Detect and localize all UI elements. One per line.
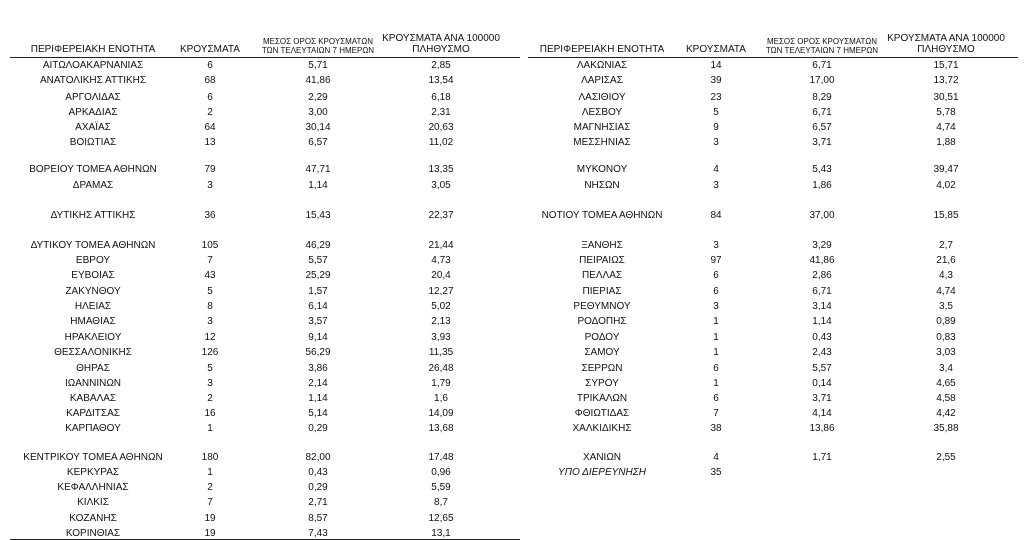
left-per100k-cell: 2,13: [431, 316, 451, 327]
left-region-cell: ΑΧΑΪΑΣ: [75, 122, 111, 133]
left-cases-cell: 19: [204, 528, 216, 539]
left-per100k-cell: 2,31: [431, 107, 451, 118]
left-per100k-cell: 17,48: [428, 452, 454, 463]
right-region-cell: ΜΑΓΝΗΣΙΑΣ: [573, 122, 631, 133]
left-cases-cell: 16: [204, 408, 216, 419]
left-avg-cell: 41,86: [305, 75, 331, 86]
left-avg-cell: 56,29: [305, 347, 331, 358]
right-per100k-cell: 1,88: [936, 137, 956, 148]
right-cases-cell: 3: [713, 240, 719, 251]
right-cases-cell: 5: [713, 107, 719, 118]
left-avg-cell: 3,57: [308, 316, 328, 327]
left-region-cell: ΔΥΤΙΚΟΥ ΤΟΜΕΑ ΑΘΗΝΩΝ: [30, 240, 156, 251]
left-per100k-cell: 5,02: [431, 301, 451, 312]
right-region-cell: ΜΥΚΟΝΟΥ: [576, 164, 628, 175]
left-region-cell: ΘΕΣΣΑΛΟΝΙΚΗΣ: [54, 347, 132, 358]
right-region-cell: ΛΑΡΙΣΑΣ: [581, 75, 623, 86]
left-avg-cell: 25,29: [305, 270, 331, 281]
right-cases-cell: 39: [710, 75, 722, 86]
right-per100k-cell: 4,74: [936, 286, 956, 297]
right-per100k-cell: 4,3: [939, 270, 953, 281]
left-region-cell: ΑΝΑΤΟΛΙΚΗΣ ΑΤΤΙΚΗΣ: [39, 75, 147, 86]
right-region-cell: ΠΕΙΡΑΙΩΣ: [579, 255, 625, 266]
right-region-cell: ΤΡΙΚΑΛΩΝ: [576, 393, 628, 404]
left-cases-cell: 8: [207, 301, 213, 312]
left-cases-cell: 126: [201, 347, 219, 358]
left-per100k-cell: 6,18: [431, 92, 451, 103]
right-cases-cell: 6: [713, 286, 719, 297]
left-avg-cell: 7,43: [308, 528, 328, 539]
right-per100k-cell: 0,83: [936, 332, 956, 343]
left-cases-cell: 7: [207, 497, 213, 508]
right-avg-cell: 3,14: [812, 301, 832, 312]
right-cases-cell: 23: [710, 92, 722, 103]
left-region-cell: ΚΕΡΚΥΡΑΣ: [66, 467, 120, 478]
left-avg-cell: 0,29: [308, 482, 328, 493]
left-avg-cell: 47,71: [305, 164, 331, 175]
left-avg-cell: 30,14: [305, 122, 331, 133]
left-per100k-cell: 20,4: [431, 270, 451, 281]
left-per100k-cell: 12,65: [428, 513, 454, 524]
left-per100k-cell: 20,63: [428, 122, 454, 133]
left-header-avg: ΜΕΣΟΣ ΟΡΟΣ ΚΡΟΥΣΜΑΤΩΝ ΤΩΝ ΤΕΛΕΥΤΑΙΩΝ 7 ΗΜΕΡΩΝ: [261, 37, 375, 55]
left-cases-cell: 79: [204, 164, 216, 175]
left-cases-cell: 7: [207, 255, 213, 266]
right-per100k-cell: 3,03: [936, 347, 956, 358]
left-region-cell: ΗΜΑΘΙΑΣ: [70, 316, 116, 327]
right-cases-cell: 6: [713, 363, 719, 374]
left-region-cell: ΑΡΓΟΛΙΔΑΣ: [65, 92, 121, 103]
left-per100k-cell: 13,68: [428, 423, 454, 434]
right-cases-cell: 35: [710, 467, 722, 478]
left-cases-cell: 105: [201, 240, 219, 251]
left-avg-cell: 1,14: [308, 393, 328, 404]
left-avg-cell: 2,29: [308, 92, 328, 103]
right-avg-cell: 0,14: [812, 378, 832, 389]
right-per100k-cell: 30,51: [933, 92, 959, 103]
left-avg-cell: 5,14: [308, 408, 328, 419]
right-avg-cell: 3,29: [812, 240, 832, 251]
right-avg-cell: 6,57: [812, 122, 832, 133]
left-avg-cell: 15,43: [305, 210, 331, 221]
right-cases-cell: 1: [713, 332, 719, 343]
right-header-per100k: ΚΡΟΥΣΜΑΤΑ ΑΝΑ 100000 ΠΛΗΘΥΣΜΟ: [887, 33, 1005, 55]
right-avg-cell: 8,29: [812, 92, 832, 103]
left-cases-cell: 180: [201, 452, 219, 463]
left-avg-cell: 6,57: [308, 137, 328, 148]
right-region-cell: ΡΟΔΟΠΗΣ: [577, 316, 627, 327]
right-region-cell: ΛΑΚΩΝΙΑΣ: [576, 60, 628, 71]
left-per100k-cell: 26,48: [428, 363, 454, 374]
left-region-cell: ΕΒΡΟΥ: [75, 255, 111, 266]
right-avg-cell: 37,00: [809, 210, 835, 221]
right-avg-cell: 1,86: [812, 180, 832, 191]
left-region-cell: ΚΟΡΙΝΘΙΑΣ: [65, 528, 121, 539]
right-region-cell: ΠΙΕΡΙΑΣ: [582, 286, 622, 297]
right-region-cell: ΧΑΛΚΙΔΙΚΗΣ: [572, 423, 632, 434]
left-per100k-cell: 3,05: [431, 180, 451, 191]
right-region-cell: ΠΕΛΛΑΣ: [581, 270, 623, 281]
left-cases-cell: 5: [207, 363, 213, 374]
left-region-cell: ΗΛΕΙΑΣ: [74, 301, 112, 312]
left-avg-cell: 82,00: [305, 452, 331, 463]
right-avg-cell: 3,71: [812, 137, 832, 148]
left-per100k-cell: 0,96: [431, 467, 451, 478]
right-region-cell: ΝΗΣΩΝ: [584, 180, 620, 191]
right-per100k-cell: 3,4: [939, 363, 953, 374]
right-region-cell: ΝΟΤΙΟΥ ΤΟΜΕΑ ΑΘΗΝΩΝ: [541, 210, 663, 221]
left-region-cell: ΔΥΤΙΚΗΣ ΑΤΤΙΚΗΣ: [50, 210, 136, 221]
right-avg-cell: 4,14: [812, 408, 832, 419]
left-avg-cell: 0,29: [308, 423, 328, 434]
left-cases-cell: 5: [207, 286, 213, 297]
left-avg-cell: 3,86: [308, 363, 328, 374]
left-avg-cell: 9,14: [308, 332, 328, 343]
right-per100k-cell: 3,5: [939, 301, 953, 312]
left-avg-cell: 5,57: [308, 255, 328, 266]
left-cases-cell: 68: [204, 75, 216, 86]
left-header-rule: [10, 57, 520, 58]
right-avg-cell: 6,71: [812, 286, 832, 297]
right-per100k-cell: 4,74: [936, 122, 956, 133]
right-avg-cell: 2,86: [812, 270, 832, 281]
left-per100k-cell: 8,7: [434, 497, 448, 508]
left-region-cell: ΚΑΒΑΛΑΣ: [69, 393, 117, 404]
left-region-cell: ΕΥΒΟΙΑΣ: [71, 270, 115, 281]
left-header-per100k: ΚΡΟΥΣΜΑΤΑ ΑΝΑ 100000 ΠΛΗΘΥΣΜΟ: [382, 33, 500, 55]
left-cases-cell: 3: [207, 180, 213, 191]
left-region-cell: ΖΑΚΥΝΘΟΥ: [65, 286, 121, 297]
right-avg-cell: 3,71: [812, 393, 832, 404]
left-cases-cell: 1: [207, 467, 213, 478]
right-per100k-cell: 35,88: [933, 423, 959, 434]
right-per100k-cell: 4,42: [936, 408, 956, 419]
left-cases-cell: 36: [204, 210, 216, 221]
left-per100k-cell: 3,93: [431, 332, 451, 343]
right-cases-cell: 97: [710, 255, 722, 266]
right-per100k-cell: 2,55: [936, 452, 956, 463]
right-cases-cell: 3: [713, 137, 719, 148]
right-avg-cell: 6,71: [812, 60, 832, 71]
right-cases-cell: 9: [713, 122, 719, 133]
left-per100k-cell: 1,6: [434, 393, 448, 404]
left-avg-cell: 8,57: [308, 513, 328, 524]
right-per100k-cell: 4,02: [936, 180, 956, 191]
right-avg-cell: 1,71: [812, 452, 832, 463]
left-region-cell: ΚΑΡΔΙΤΣΑΣ: [66, 408, 120, 419]
left-avg-cell: 1,14: [308, 180, 328, 191]
left-cases-cell: 3: [207, 316, 213, 327]
right-per100k-cell: 15,71: [933, 60, 959, 71]
right-cases-cell: 38: [710, 423, 722, 434]
right-per100k-cell: 21,6: [936, 255, 956, 266]
left-cases-cell: 1: [207, 423, 213, 434]
left-region-cell: ΒΟΙΩΤΙΑΣ: [69, 137, 117, 148]
left-cases-cell: 6: [207, 92, 213, 103]
left-per100k-cell: 2,85: [431, 60, 451, 71]
right-cases-cell: 7: [713, 408, 719, 419]
right-region-cell: ΣΥΡΟΥ: [585, 378, 619, 389]
right-cases-cell: 3: [713, 180, 719, 191]
right-header-avg: ΜΕΣΟΣ ΟΡΟΣ ΚΡΟΥΣΜΑΤΩΝ ΤΩΝ ΤΕΛΕΥΤΑΙΩΝ 7 ΗΜΕΡΩΝ: [765, 37, 879, 55]
right-region-cell: ΡΟΔΟΥ: [584, 332, 620, 343]
left-header-cases: ΚΡΟΥΣΜΑΤΑ: [180, 44, 240, 55]
left-avg-cell: 2,71: [308, 497, 328, 508]
left-per100k-cell: 22,37: [428, 210, 454, 221]
left-cases-cell: 3: [207, 378, 213, 389]
left-cases-cell: 13: [204, 137, 216, 148]
left-per100k-cell: 21,44: [428, 240, 454, 251]
right-avg-cell: 13,86: [809, 423, 835, 434]
left-cases-cell: 2: [207, 107, 213, 118]
right-per100k-cell: 13,72: [933, 75, 959, 86]
right-per100k-cell: 5,78: [936, 107, 956, 118]
right-region-cell: ΡΕΘΥΜΝΟΥ: [573, 301, 631, 312]
right-cases-cell: 6: [713, 270, 719, 281]
left-region-cell: ΘΗΡΑΣ: [76, 363, 110, 374]
right-avg-cell: 0,43: [812, 332, 832, 343]
left-avg-cell: 3,00: [308, 107, 328, 118]
left-per100k-cell: 12,27: [428, 286, 454, 297]
right-cases-cell: 3: [713, 301, 719, 312]
right-avg-cell: 41,86: [809, 255, 835, 266]
left-region-cell: ΒΟΡΕΙΟΥ ΤΟΜΕΑ ΑΘΗΝΩΝ: [29, 164, 157, 175]
left-per100k-cell: 4,73: [431, 255, 451, 266]
left-cases-cell: 64: [204, 122, 216, 133]
left-per100k-cell: 13,54: [428, 75, 454, 86]
right-cases-cell: 1: [713, 378, 719, 389]
left-per100k-cell: 13,35: [428, 164, 454, 175]
left-avg-cell: 46,29: [305, 240, 331, 251]
left-region-cell: ΔΡΑΜΑΣ: [72, 180, 114, 191]
right-avg-cell: 1,14: [812, 316, 832, 327]
right-cases-cell: 4: [713, 452, 719, 463]
left-avg-cell: 1,57: [308, 286, 328, 297]
left-region-cell: ΚΟΖΑΝΗΣ: [69, 513, 117, 524]
right-avg-cell: 17,00: [809, 75, 835, 86]
right-cases-cell: 14: [710, 60, 722, 71]
right-per100k-cell: 39,47: [933, 164, 959, 175]
right-per100k-cell: 0,89: [936, 316, 956, 327]
left-region-cell: ΗΡΑΚΛΕΙΟΥ: [64, 332, 122, 343]
left-region-cell: ΚΙΛΚΙΣ: [77, 497, 109, 508]
left-avg-cell: 2,14: [308, 378, 328, 389]
right-per100k-cell: 2,7: [939, 240, 953, 251]
left-cases-cell: 6: [207, 60, 213, 71]
left-avg-cell: 0,43: [308, 467, 328, 478]
right-header-rule: [528, 57, 1018, 58]
left-cases-cell: 12: [204, 332, 216, 343]
right-header-region: ΠΕΡΙΦΕΡΕΙΑΚΗ ΕΝΟΤΗΤΑ: [539, 44, 665, 55]
right-per100k-cell: 4,58: [936, 393, 956, 404]
right-region-cell: ΦΘΙΩΤΙΔΑΣ: [574, 408, 630, 419]
right-region-cell: ΛΕΣΒΟΥ: [581, 107, 623, 118]
right-avg-cell: 2,43: [812, 347, 832, 358]
left-per100k-cell: 14,09: [428, 408, 454, 419]
right-cases-cell: 1: [713, 347, 719, 358]
right-avg-cell: 6,71: [812, 107, 832, 118]
left-region-cell: ΚΕΝΤΡΙΚΟΥ ΤΟΜΕΑ ΑΘΗΝΩΝ: [23, 452, 163, 463]
right-region-cell: ΞΑΝΘΗΣ: [581, 240, 623, 251]
right-cases-cell: 84: [710, 210, 722, 221]
left-avg-cell: 6,14: [308, 301, 328, 312]
right-region-cell: ΥΠΟ ΔΙΕΡΕΥΝΗΣΗ: [558, 467, 646, 478]
left-per100k-cell: 13,1: [431, 528, 451, 539]
left-header-region: ΠΕΡΙΦΕΡΕΙΑΚΗ ΕΝΟΤΗΤΑ: [30, 44, 156, 55]
right-avg-cell: 5,43: [812, 164, 832, 175]
right-region-cell: ΧΑΝΙΩΝ: [582, 452, 622, 463]
right-header-cases: ΚΡΟΥΣΜΑΤΑ: [686, 44, 746, 55]
left-avg-cell: 5,71: [308, 60, 328, 71]
left-region-cell: ΑΙΤΩΛΟΑΚΑΡΝΑΝΙΑΣ: [42, 60, 144, 71]
right-region-cell: ΣΕΡΡΩΝ: [581, 363, 623, 374]
right-cases-cell: 4: [713, 164, 719, 175]
right-region-cell: ΛΑΣΙΘΙΟΥ: [578, 92, 626, 103]
right-avg-cell: 5,57: [812, 363, 832, 374]
left-per100k-cell: 1,79: [431, 378, 451, 389]
right-cases-cell: 6: [713, 393, 719, 404]
left-region-cell: ΑΡΚΑΔΙΑΣ: [68, 107, 118, 118]
left-cases-cell: 43: [204, 270, 216, 281]
right-region-cell: ΜΕΣΣΗΝΙΑΣ: [573, 137, 631, 148]
left-region-cell: ΚΑΡΠΑΘΟΥ: [65, 423, 121, 434]
right-cases-cell: 1: [713, 316, 719, 327]
left-per100k-cell: 5,59: [431, 482, 451, 493]
left-per100k-cell: 11,02: [428, 137, 454, 148]
right-per100k-cell: 15,85: [933, 210, 959, 221]
left-cases-cell: 19: [204, 513, 216, 524]
left-region-cell: ΚΕΦΑΛΛΗΝΙΑΣ: [57, 482, 129, 493]
right-region-cell: ΣΑΜΟΥ: [584, 347, 620, 358]
left-region-cell: ΙΩΑΝΝΙΝΩΝ: [64, 378, 122, 389]
right-per100k-cell: 4,65: [936, 378, 956, 389]
left-cases-cell: 2: [207, 482, 213, 493]
left-per100k-cell: 11,35: [428, 347, 454, 358]
left-cases-cell: 2: [207, 393, 213, 404]
